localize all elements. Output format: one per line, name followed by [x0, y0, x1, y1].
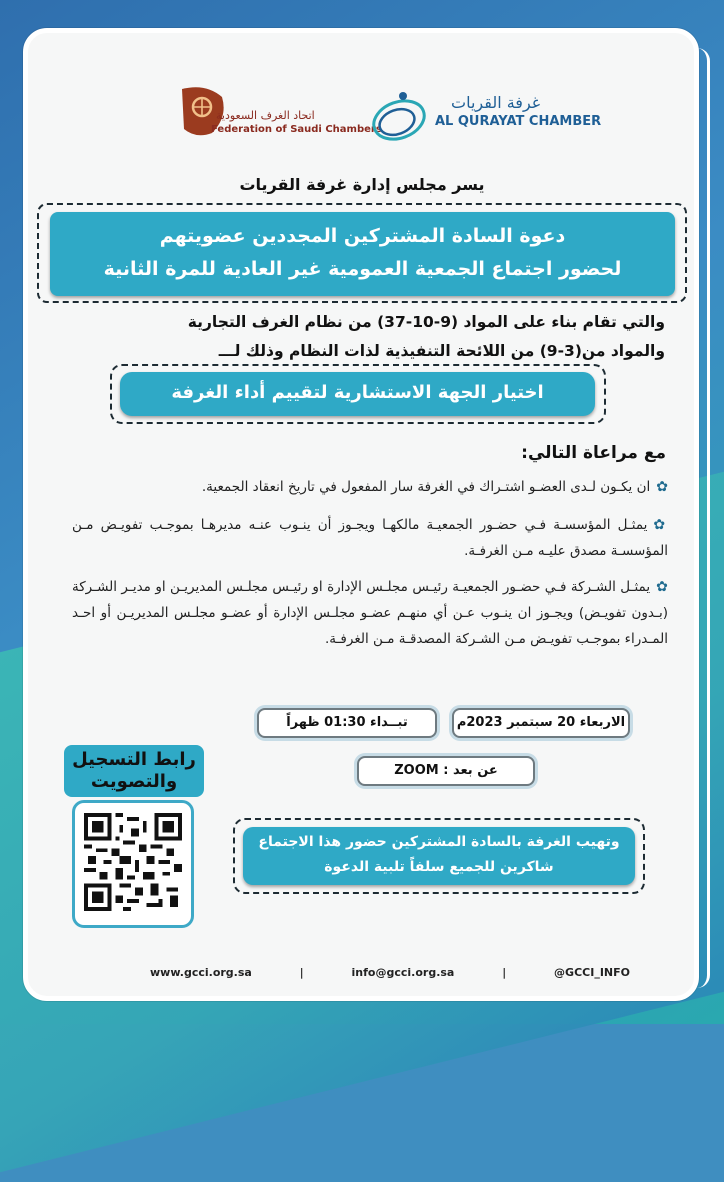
federation-name-en: Federation of Saudi Chambers — [211, 124, 382, 135]
qurayat-name-ar: غرفة القريات — [451, 93, 541, 112]
banner-title-line2: لحضور اجتماع الجمعية العمومية غير العادية للمرة الثانية — [103, 258, 622, 280]
banner-title-line1: دعوة السادة المشتركين المجددين عضويتهم — [159, 225, 566, 247]
note-text: يمثـل الشـركة فـي حضـور الجمعيـة رئيـس مجلـس الإدارة او رئيـس مجلـس المديريـن او مديـر الشـركة (بـدون تفويـض) ويجـوز ان ينـوب عـن أي منهـم عضـو مجلـس الإدارة أو عضـو مجلـس المديريـن أو احـد المـدراء بموجـب تفويـض مـن الشـركة المصدقـة مـن الغرفـة. — [72, 579, 668, 647]
flower-bullet-icon: ✿ — [656, 579, 668, 595]
event-date: الاربعاء 20 سبتمبر 2023م — [456, 715, 626, 730]
flower-bullet-icon: ✿ — [656, 479, 668, 495]
note-item — [72, 574, 668, 652]
registration-title-line2: والتصويت — [90, 771, 178, 792]
qurayat-name-en: AL QURAYAT CHAMBER — [435, 114, 602, 129]
notes-title: مع مراعاة التالي: — [521, 443, 666, 463]
registration-title — [64, 745, 204, 797]
note-text: ان يكـون لـدى العضـو اشتـراك في الغرفة سار المفعول في تاريخ انعقاد الجمعية. — [201, 479, 651, 495]
organizer-heading: يسر مجلس إدارة غرفة القريات — [239, 175, 485, 194]
registration-qr-code[interactable] — [84, 813, 182, 911]
remote-meeting-box — [357, 756, 535, 786]
registration-title-line1: رابط التسجيل — [72, 749, 196, 770]
note-item — [72, 512, 668, 564]
body-line1: والتي تقام بناء على المواد (9-10-37) من نظام الغرف التجارية — [187, 313, 665, 331]
flower-bullet-icon: ✿ — [653, 517, 669, 533]
event-time: تبــداء 01:30 ظهراً — [286, 715, 408, 730]
event-date-box — [452, 708, 630, 738]
note-item — [72, 474, 668, 500]
footer-website[interactable]: www.gcci.org.sa — [150, 966, 252, 979]
federation-name-ar: اتحاد الغرف السعودية — [216, 109, 315, 122]
purpose-text: اختيار الجهة الاستشارية لتقييم أداء الغرفة — [171, 382, 544, 403]
federation-logo — [176, 83, 382, 143]
welcome-line2: شاكرين للجميع سلفاً تلبية الدعوة — [324, 859, 554, 875]
footer-contacts — [150, 966, 630, 979]
welcome-line1: وتهيب الغرفة بالسادة المشتركين حضور هذا الاجتماع — [258, 834, 620, 850]
event-time-box — [257, 708, 437, 738]
qurayat-swirl-icon — [365, 86, 431, 146]
footer-separator: | — [502, 966, 507, 979]
qurayat-chamber-logo — [365, 86, 602, 146]
remote-meeting-text: عن بعد : ZOOM — [394, 763, 498, 778]
body-line2: والمواد من(3-9) من اللائحة التنفيذية لذات النظام وذلك لـــ — [218, 342, 665, 360]
footer-social-handle[interactable]: @GCCI_INFO — [554, 966, 630, 979]
footer-email[interactable]: info@gcci.org.sa — [351, 966, 455, 979]
footer-separator: | — [299, 966, 304, 979]
note-text: يمثـل المؤسسـة فـي حضـور الجمعيـة مالكهـا ويجـوز أن ينـوب عنـه مديرهـا بموجـب تفويـض مـن المؤسسـة مصدق عليـه مـن الغرفـة. — [72, 517, 668, 559]
